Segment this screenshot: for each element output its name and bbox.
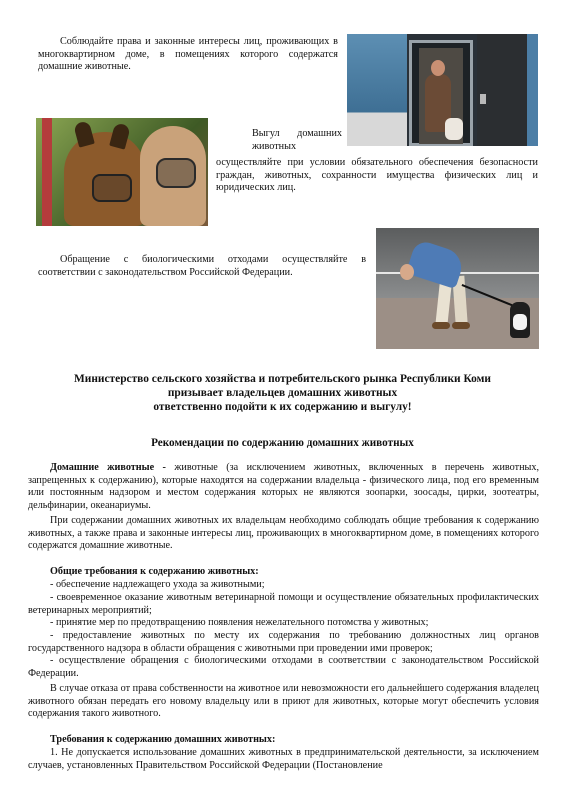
appeal-line-2: призывает владельцев домашних животных [167,387,398,399]
appeal-heading [28,372,537,414]
intro-paragraph-rights: Соблюдайте права и законные интересы лиц, проживающих в многоквартирном доме, в помещениях которого содержатся домашние животные. [38,36,338,73]
photo-muzzled-dogs [36,118,208,226]
definition-paragraph [28,462,539,512]
photo-waste-cleanup [376,228,539,349]
owners-paragraph: При содержании домашних животных их владельцам необходимо соблюдать общие требования к содержанию животных, а также права и законные интересы лиц, проживающих в многоквартирном доме, в помещениях которого содержатся домашние животные. [28,515,539,552]
general-requirements-title: Общие требования к содержанию животных: [50,566,259,577]
domestic-item: 1. Не допускается использование домашних животных в предпринимательской деятельности, за исключением случаев, установленных Правительством Российской Федерации (Постановление [28,747,539,771]
recommendations-title: Рекомендации по содержанию домашних животных [151,437,414,449]
refusal-paragraph: В случае отказа от права собственности на животное или невозможности его дальнейшего содержания владелец животного обязан передать его новому владельцу или в приют для животных, которые могут обеспечить условия содержания такого животного. [28,683,539,720]
domestic-requirements-title: Требования к содержанию домашних животных: [50,734,276,745]
general-item: - осуществление обращения с биологическими отходами в соответствии с законодательством Российской Федерации. [28,655,539,679]
photo-entrance-door [347,34,538,146]
intro-paragraph-walking: осуществляйте при условии обязательного обеспечения безопасности граждан, животных, сохранности имущества физических лиц и юридических лиц. [216,157,538,194]
intro-walking-heading: Выгул домашних животных [252,128,342,152]
appeal-line-1: Министерство сельского хозяйства и потребительского рынка Республики Коми [74,373,491,385]
intro-paragraph-waste: Обращение с биологическими отходами осуществляйте в соответствии с законодательством Российской Федерации. [38,254,366,278]
general-item: - предоставление животных по месту их содержания по требованию должностных лиц органов государственного надзора в области обращения с животными при проведении ими проверок; [28,630,539,654]
general-item: - обеспечение надлежащего ухода за животными; [50,579,265,590]
general-item: - принятие мер по предотвращению появления нежелательного потомства у животных; [50,617,429,628]
general-item: - своевременное оказание животным ветеринарной помощи и осуществление обязательных профилактических ветеринарных мероприятий; [28,592,539,616]
definition-text: животные (за исключением животных, включенных в перечень животных, запрещенных к содержанию), которые находятся на содержании владельца - физического лица, под его временным или постоянным надзором и местом содержания которых не являются зоопарки, зоосады, цирки, зоотеатры, дельфинарии, океанариумы. [28,462,540,511]
definition-term: Домашние животные - [50,462,166,473]
appeal-line-3: ответственно подойти к их содержанию и выгулу! [153,401,412,413]
